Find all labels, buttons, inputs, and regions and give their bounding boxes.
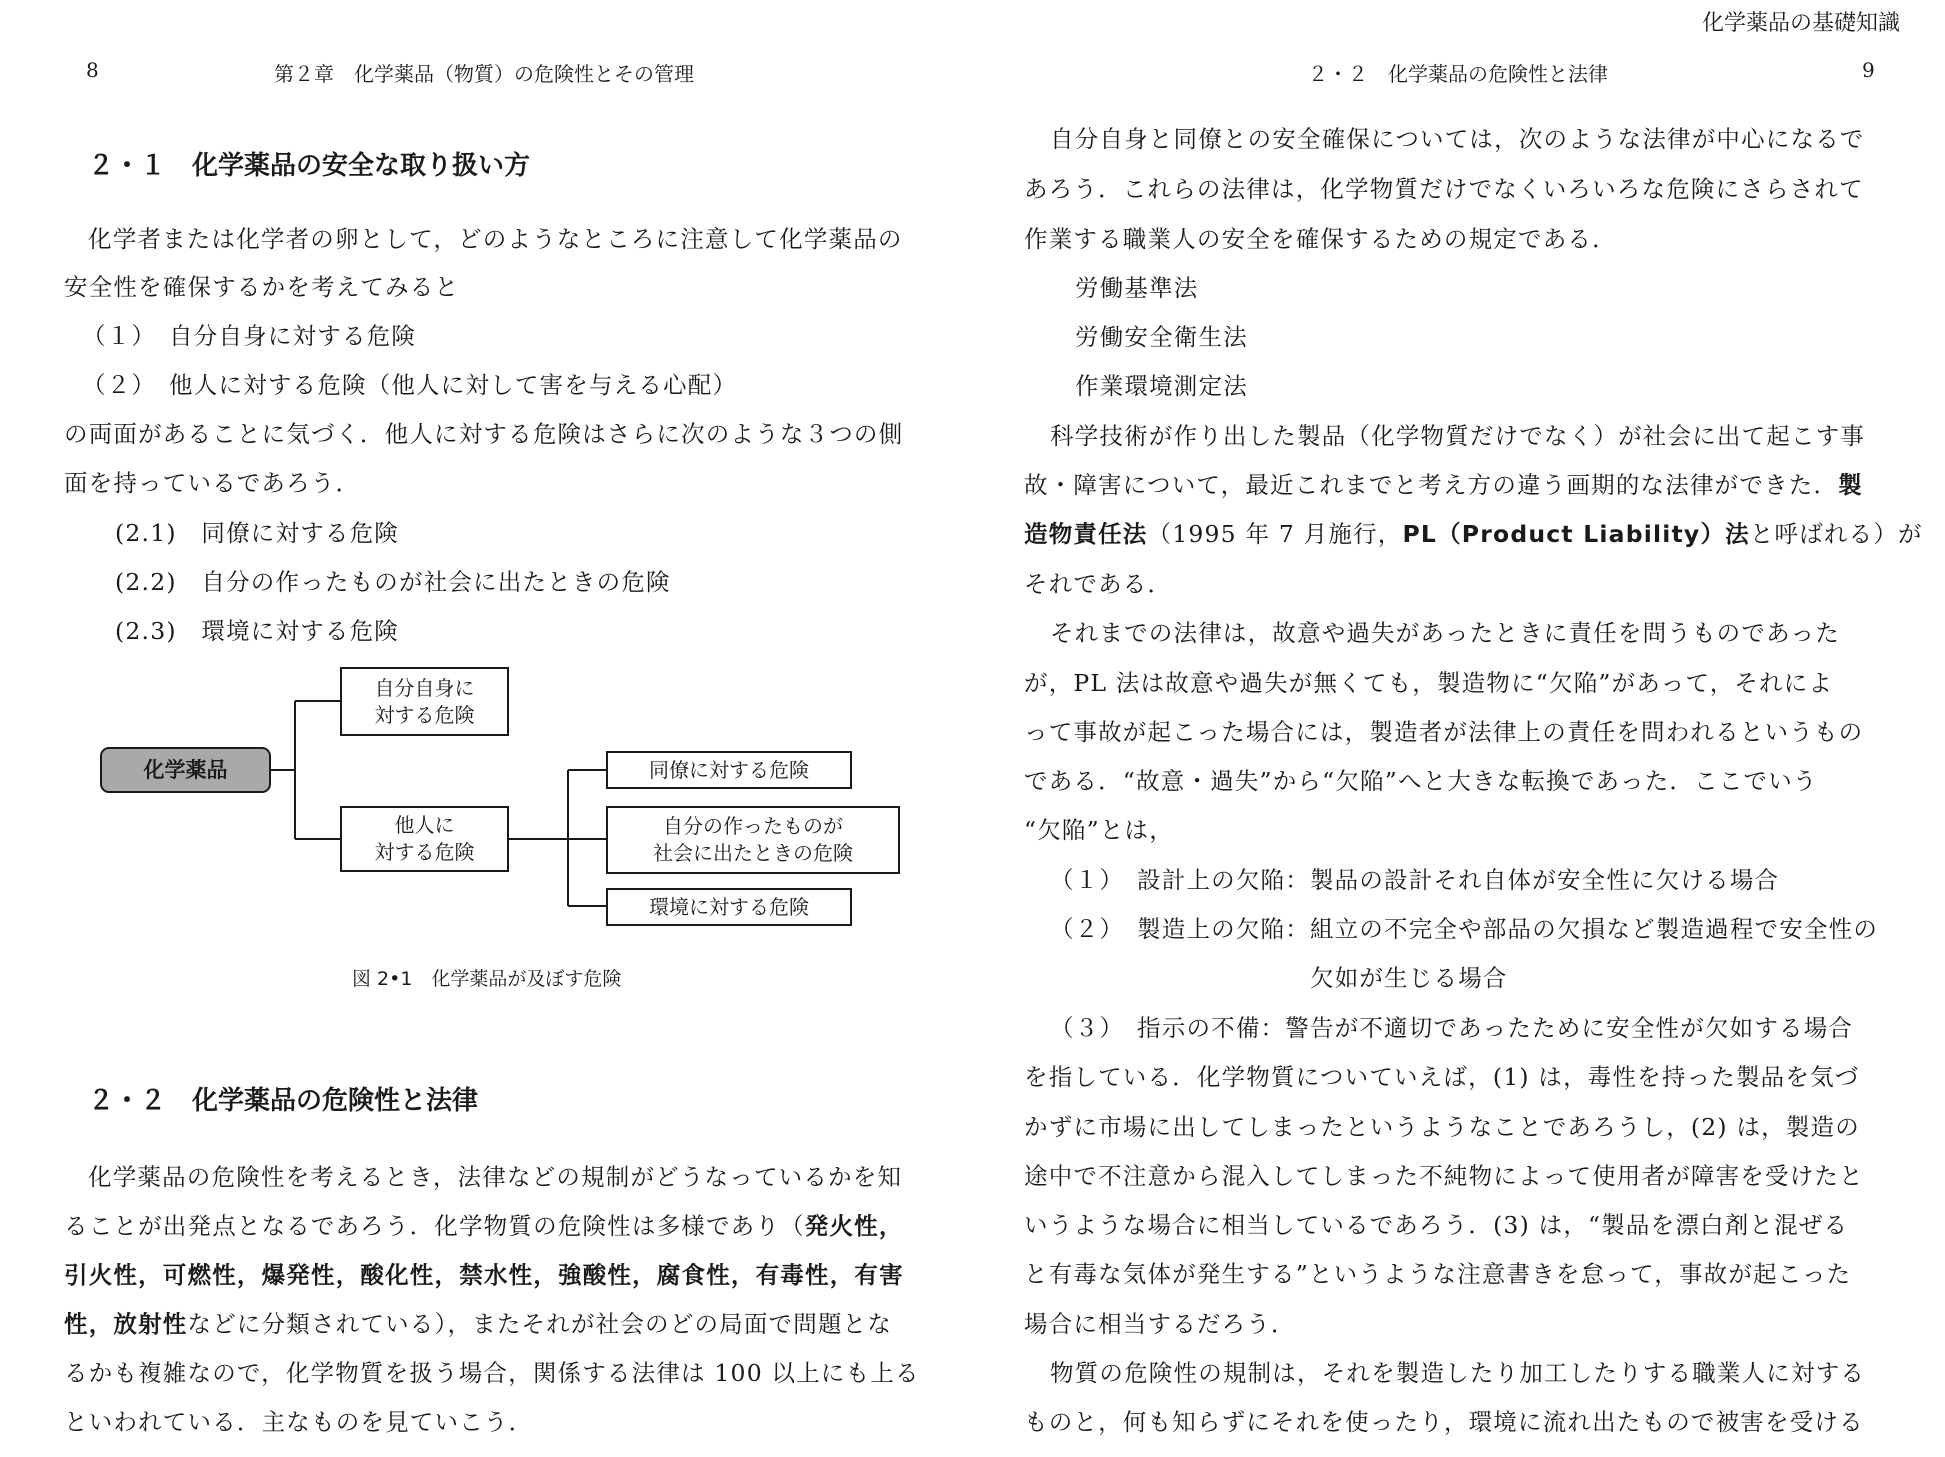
law-item: 作業環境測定法 [1075,372,1248,400]
paragraph-line: 引火性，可燃性，爆発性，酸化性，禁水性，強酸性，腐食性，有毒性，有害 [64,1261,904,1289]
paragraph-line: が，PL 法は故意や過失が無くても，製造物に“欠陥”があって，それによ [1024,669,1834,697]
diagram-node-environment: 環境に対する危険 [606,888,852,926]
paragraph-line: といわれている．主なものを見ていこう． [64,1408,534,1436]
paragraph-line: ものと，何も知らずにそれを使ったり，環境に流れ出たもので被害を受ける [1024,1408,1864,1436]
paragraph-line: いうような場合に相当しているであろう．(3) は，“製品を漂白剤と混ぜる [1024,1211,1849,1239]
section-heading-2-2: ２・２ 化学薬品の危険性と法律 [88,1086,479,1116]
sub-list-item: (2.3) 環境に対する危険 [115,617,400,645]
sub-list-item: (2.2) 自分の作ったものが社会に出たときの危険 [115,568,671,596]
paragraph-line: ることが出発点となるであろう．化学物質の危険性は多様であり（発火性， [64,1212,904,1240]
paragraph-line: 場合に相当するだろう． [1024,1310,1296,1338]
right-page-number: 9 [1862,58,1875,82]
paragraph-line: って事故が起こった場合には，製造者が法律上の責任を問われるというもの [1024,718,1864,746]
paragraph-line: 面を持っているであろう． [64,469,361,497]
paragraph-line: である．“故意・過失”から“欠陥”へと大きな転換であった．ここでいう [1024,767,1818,795]
paragraph-line: 化学薬品の危険性を考えるとき，法律などの規制がどうなっているかを知 [88,1163,903,1191]
paragraph-line: 科学技術が作り出した製品（化学物質だけでなく）が社会に出て起こす事 [1050,422,1866,450]
defect-item: （１） 設計上の欠陥：製品の設計それ自体が安全性に欠ける場合 [1050,866,1780,894]
law-item: 労働安全衛生法 [1075,323,1248,351]
left-page-number: 8 [86,58,99,82]
list-item: （１） 自分自身に対する危険 [82,322,417,350]
defect-item: （２） 製造上の欠陥：組立の不完全や部品の欠損など製造過程で安全性の [1050,915,1879,943]
paragraph-line: “欠陥”とは， [1024,816,1174,844]
paragraph-line: かずに市場に出してしまったというようなことであろうし，(2) は，製造の [1024,1113,1860,1141]
paragraph-line: るかも複雑なので，化学物質を扱う場合，関係する法律は 100 以上にも上る [64,1359,920,1387]
section-heading-2-1: ２・１ 化学薬品の安全な取り扱い方 [88,151,531,181]
diagram-node-self: 自分自身に 対する危険 [340,667,509,736]
paragraph-line: と有毒な気体が発生する”というような注意書きを怠って，事故が起こった [1024,1260,1852,1288]
paragraph-line: 安全性を確保するかを考えてみると [64,273,460,301]
paragraph-line: 途中で不注意から混入してしまった不純物によって使用者が障害を受けたと [1024,1162,1864,1190]
paragraph-line: を指している．化学物質についていえば，(1) は，毒性を持った製品を気づ [1024,1063,1860,1091]
diagram-node-society: 自分の作ったものが 社会に出たときの危険 [606,806,900,874]
list-item: （２） 他人に対する危険（他人に対して害を与える心配） [82,371,738,399]
figure-caption: 図 2•1 化学薬品が及ぼす危険 [352,968,622,990]
paragraph-line: の両面があることに気づく．他人に対する危険はさらに次のような３つの側 [64,420,904,448]
paragraph-line: 性，放射性などに分類されている），またそれが社会のどの局面で問題とな [64,1310,893,1338]
sub-list-item: (2.1) 同僚に対する危険 [115,519,400,547]
left-running-head: 第２章 化学薬品（物質）の危険性とその管理 [274,62,694,86]
right-running-head: ２・２ 化学薬品の危険性と法律 [1308,62,1608,86]
paragraph-line: それまでの法律は，故意や過失があったときに責任を問うものであった [1050,619,1840,647]
paragraph-line: 故・障害について，最近これまでと考え方の違う画期的な法律ができた．製 [1024,471,1863,499]
defect-item: （３） 指示の不備：警告が不適切であったために安全性が欠如する場合 [1050,1014,1854,1042]
paragraph-line: 化学者または化学者の卵として，どのようなところに注意して化学薬品の [88,225,903,253]
paragraph-line: あろう．これらの法律は，化学物質だけでなくいろいろな危険にさらされて [1024,175,1864,203]
law-item: 労働基準法 [1075,274,1199,302]
paragraph-line: 物質の危険性の規制は，それを製造したり加工したりする職業人に対する [1050,1359,1866,1387]
book-title: 化学薬品の基礎知識 [1701,11,1900,36]
diagram-node-others: 他人に 対する危険 [340,806,509,872]
paragraph-line: 造物責任法（1995 年 7 月施行，PL（Product Liability）法と呼ばれる）が [1024,520,1923,548]
diagram-root-chemicals: 化学薬品 [100,747,271,793]
paragraph-line: 作業する職業人の安全を確保するための規定である． [1024,225,1617,253]
defect-item-continued: 欠如が生じる場合 [1310,964,1508,992]
paragraph-line: 自分自身と同僚との安全確保については，次のような法律が中心になるで [1050,125,1865,153]
paragraph-line: それである． [1024,570,1173,598]
diagram-node-colleague: 同僚に対する危険 [606,751,852,789]
